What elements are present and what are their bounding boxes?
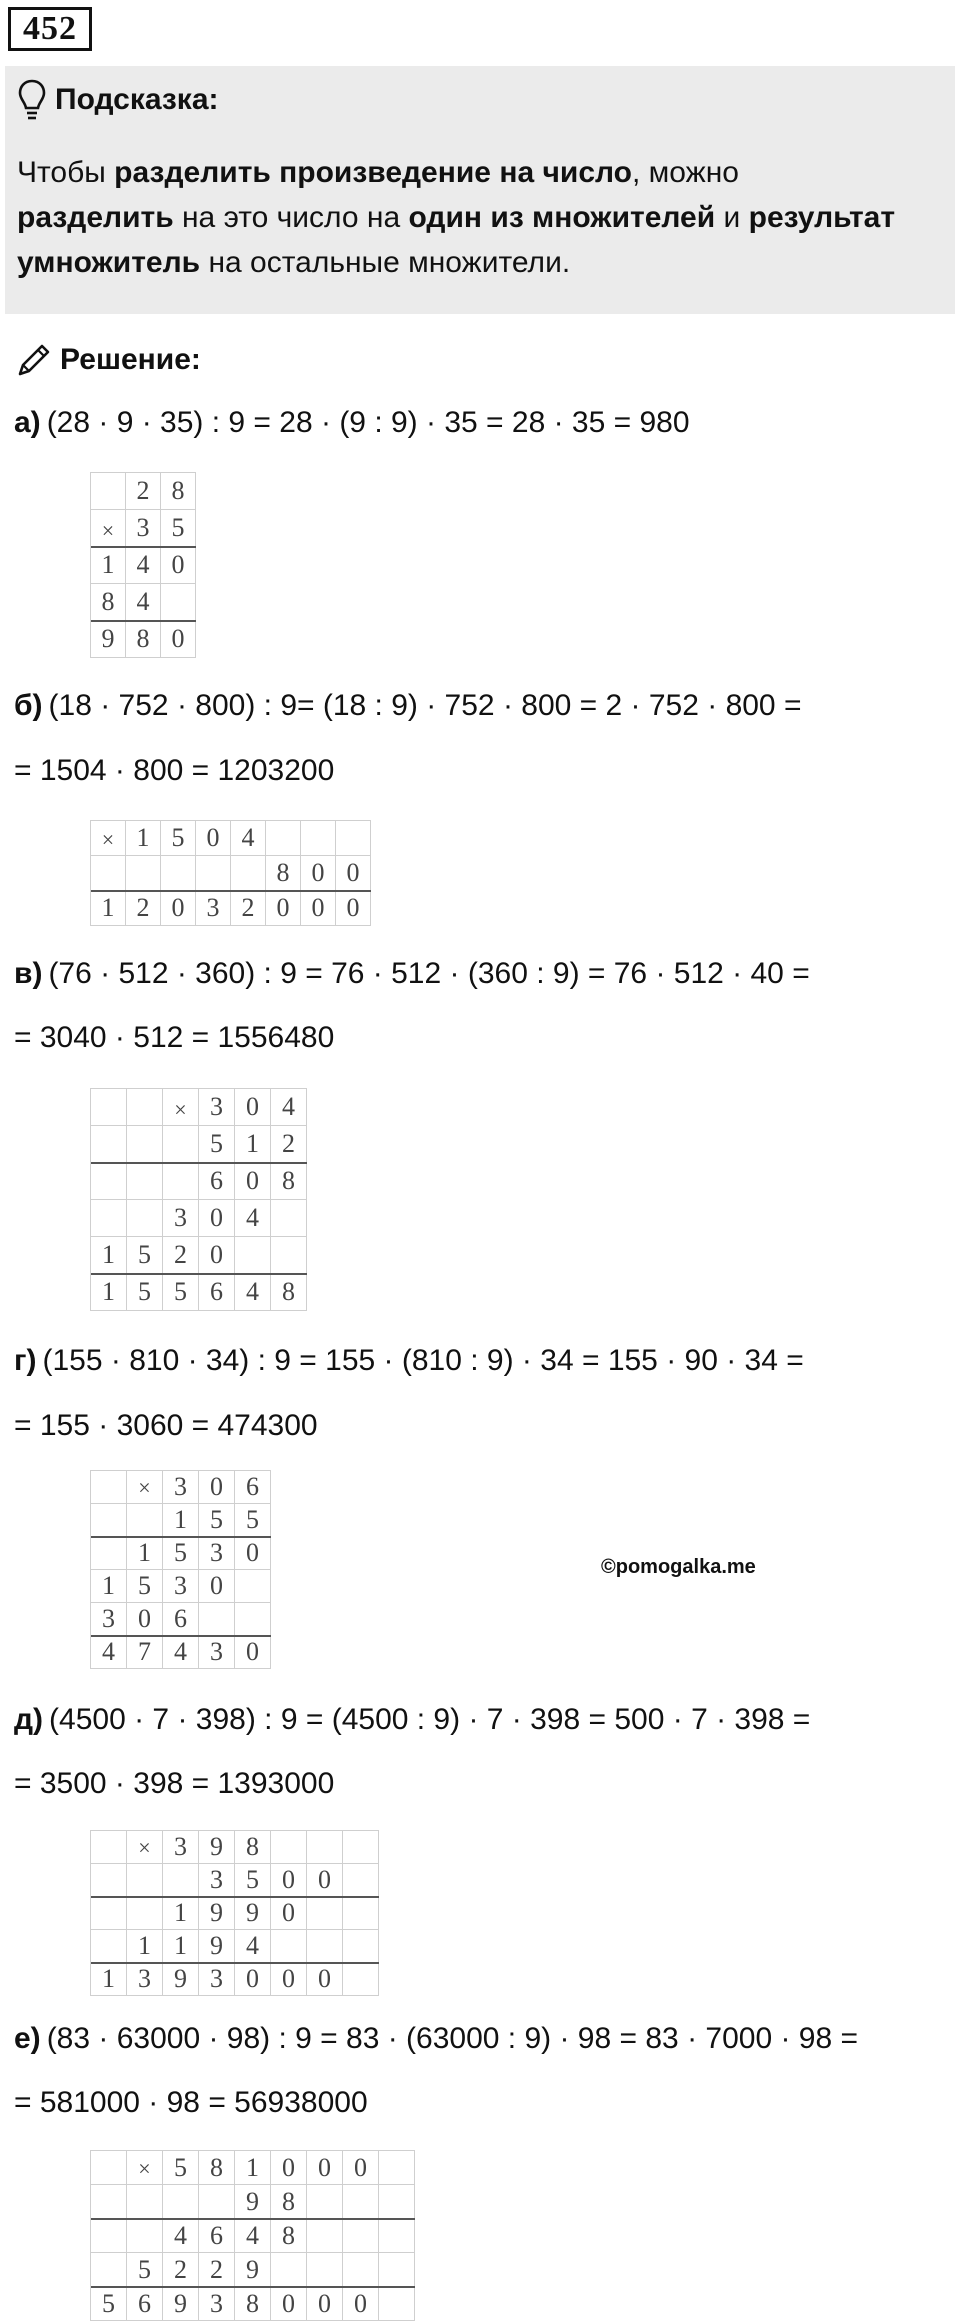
grid-cell: 5 — [163, 1274, 199, 1311]
grid-cell: 4 — [235, 1930, 271, 1963]
grid-cell: 4 — [91, 1636, 127, 1669]
grid-cell — [161, 856, 196, 891]
grid-cell: 2 — [199, 2253, 235, 2287]
hint-box — [5, 66, 955, 314]
grid-cell — [127, 1163, 163, 1200]
grid-cell: 1 — [163, 1504, 199, 1537]
grid-cell: 6 — [199, 1274, 235, 1311]
multiplication-grid-b — [90, 820, 371, 926]
part-v-line-2 — [14, 1018, 334, 1058]
multiplication-grid-d — [90, 1830, 379, 1996]
grid-cell — [91, 1504, 127, 1537]
grid-cell — [343, 1930, 379, 1963]
grid-cell: 0 — [161, 621, 196, 658]
grid-cell: 0 — [343, 2287, 379, 2321]
grid-cell: 8 — [235, 2287, 271, 2321]
grid-cell: 5 — [161, 510, 196, 547]
grid-cell: 5 — [163, 2151, 199, 2185]
multiplication-grid-v — [90, 1088, 307, 1311]
grid-cell — [271, 2253, 307, 2287]
grid-cell: 4 — [235, 1274, 271, 1311]
grid-cell — [379, 2253, 415, 2287]
grid-cell: 1 — [91, 547, 126, 584]
pencil-icon — [14, 340, 54, 380]
grid-cell — [91, 1471, 127, 1504]
multiply-sign: × — [127, 2151, 163, 2185]
grid-cell — [379, 2219, 415, 2253]
grid-cell — [231, 856, 266, 891]
grid-cell — [307, 2219, 343, 2253]
grid-cell: 9 — [163, 1963, 199, 1996]
grid-cell — [307, 2253, 343, 2287]
grid-cell — [163, 1163, 199, 1200]
grid-cell: 1 — [127, 1930, 163, 1963]
sum-rule-line — [91, 1635, 271, 1637]
equation-text: (4500 · 7 · 398) : 9 = (4500 : 9) · 7 · 398 = 500 · 7 · 398 = — [49, 1703, 811, 1736]
grid-cell: 9 — [235, 1897, 271, 1930]
equation-text: = 3040 · 512 = 1556480 — [14, 1021, 335, 1054]
grid-cell: 5 — [127, 1237, 163, 1274]
grid-cell: 8 — [271, 1163, 307, 1200]
grid-cell: 1 — [91, 891, 126, 926]
grid-cell: 3 — [199, 2287, 235, 2321]
grid-cell: 0 — [307, 2287, 343, 2321]
part-d-line-2 — [14, 1764, 334, 1804]
grid-cell: 0 — [271, 1864, 307, 1897]
multiplication-grid-g — [90, 1470, 271, 1669]
multiply-sign: × — [127, 1831, 163, 1864]
grid-cell: 1 — [235, 2151, 271, 2185]
grid-cell: 4 — [235, 1200, 271, 1237]
sum-rule-line — [91, 1273, 307, 1275]
grid-cell: 4 — [271, 1089, 307, 1126]
grid-cell — [91, 2151, 127, 2185]
part-g-line-1 — [14, 1341, 804, 1381]
grid-cell — [235, 1603, 271, 1636]
grid-cell — [343, 1963, 379, 1996]
grid-cell — [91, 2185, 127, 2219]
grid-cell: 3 — [163, 1471, 199, 1504]
grid-cell: 5 — [91, 2287, 127, 2321]
multiplication-grid-a — [90, 472, 196, 658]
equation-text: (83 · 63000 · 98) : 9 = 83 · (63000 : 9) · 98 = 83 · 7000 · 98 = — [46, 2022, 859, 2055]
grid-cell: 1 — [235, 1126, 271, 1163]
grid-cell: 6 — [199, 2219, 235, 2253]
hint-text-part: Чтобы — [17, 156, 115, 189]
grid-cell: 8 — [235, 1831, 271, 1864]
grid-cell: 8 — [161, 473, 196, 510]
grid-cell: 9 — [163, 2287, 199, 2321]
grid-cell — [127, 1897, 163, 1930]
grid-cell — [127, 1504, 163, 1537]
grid-cell: 5 — [127, 2253, 163, 2287]
grid-cell: 0 — [301, 856, 336, 891]
part-d-line-1 — [14, 1700, 810, 1740]
grid-cell — [91, 1200, 127, 1237]
grid-cell: 8 — [271, 2185, 307, 2219]
hint-text-part: и — [715, 201, 749, 234]
grid-cell: 2 — [163, 1237, 199, 1274]
grid-cell: 6 — [199, 1163, 235, 1200]
grid-cell: 0 — [161, 547, 196, 584]
task-number: 452 — [8, 7, 92, 51]
grid-cell — [307, 1831, 343, 1864]
multiply-sign: × — [91, 821, 126, 856]
grid-cell: 3 — [199, 1089, 235, 1126]
hint-bold-part: результат умножитель — [17, 201, 896, 279]
grid-cell — [196, 856, 231, 891]
grid-cell: 0 — [161, 891, 196, 926]
part-e-line-1 — [14, 2019, 858, 2059]
grid-cell — [307, 1897, 343, 1930]
solution-title: Решение: — [60, 343, 201, 376]
part-b-line-2 — [14, 751, 334, 791]
grid-cell: 0 — [235, 1163, 271, 1200]
grid-cell — [91, 2219, 127, 2253]
grid-cell — [127, 1864, 163, 1897]
hint-header — [17, 74, 943, 126]
part-e-line-2 — [14, 2083, 368, 2123]
grid-cell: 3 — [126, 510, 161, 547]
grid-cell: 3 — [127, 1963, 163, 1996]
grid-cell: 3 — [199, 1636, 235, 1669]
grid-cell — [127, 1200, 163, 1237]
hint-text-part: на остальные множители. — [200, 246, 571, 279]
grid-cell — [379, 2151, 415, 2185]
grid-cell: 1 — [91, 1570, 127, 1603]
grid-cell: 0 — [307, 1963, 343, 1996]
grid-cell — [127, 1089, 163, 1126]
grid-cell: 8 — [271, 1274, 307, 1311]
grid-cell — [199, 2185, 235, 2219]
grid-cell: 0 — [199, 1237, 235, 1274]
grid-cell: 8 — [271, 2219, 307, 2253]
lightbulb-icon — [17, 78, 47, 122]
grid-cell: 0 — [271, 1897, 307, 1930]
grid-cell — [235, 1237, 271, 1274]
grid-cell: 0 — [271, 2287, 307, 2321]
grid-cell — [91, 2253, 127, 2287]
grid-cell: 5 — [235, 1864, 271, 1897]
grid-cell: 2 — [163, 2253, 199, 2287]
equation-text: (18 · 752 · 800) : 9= (18 : 9) · 752 · 800 = 2 · 752 · 800 = — [48, 689, 802, 722]
grid-cell: 0 — [199, 1570, 235, 1603]
grid-cell: 1 — [126, 821, 161, 856]
grid-cell: 1 — [91, 1237, 127, 1274]
multiply-sign: × — [127, 1471, 163, 1504]
grid-cell: 3 — [91, 1603, 127, 1636]
hint-bold-part: один из множителей — [408, 201, 716, 234]
grid-cell — [343, 2185, 379, 2219]
equation-text: = 581000 · 98 = 56938000 — [14, 2086, 368, 2119]
grid-cell: 1 — [163, 1930, 199, 1963]
grid-cell: 0 — [199, 1471, 235, 1504]
grid-cell: 8 — [199, 2151, 235, 2185]
grid-cell: 4 — [163, 1636, 199, 1669]
grid-cell — [163, 1864, 199, 1897]
grid-cell — [307, 2185, 343, 2219]
grid-cell: 3 — [163, 1200, 199, 1237]
grid-cell: 0 — [235, 1963, 271, 1996]
grid-cell: 3 — [196, 891, 231, 926]
grid-cell: 4 — [126, 547, 161, 584]
grid-cell: 0 — [307, 2151, 343, 2185]
grid-cell — [271, 1831, 307, 1864]
grid-cell — [91, 1864, 127, 1897]
hint-bold-part: разделить произведение на число — [114, 156, 632, 189]
grid-cell — [91, 473, 126, 510]
grid-cell: 5 — [199, 1504, 235, 1537]
watermark: ©pomogalka.me — [601, 1556, 756, 1578]
multiply-sign: × — [91, 510, 126, 547]
grid-cell: 0 — [336, 856, 371, 891]
grid-cell — [199, 1603, 235, 1636]
grid-cell — [127, 1126, 163, 1163]
grid-cell: 0 — [235, 1537, 271, 1570]
grid-cell: 8 — [91, 584, 126, 621]
grid-cell: 6 — [163, 1603, 199, 1636]
grid-cell: 5 — [199, 1126, 235, 1163]
grid-cell — [343, 2253, 379, 2287]
grid-cell — [91, 856, 126, 891]
grid-cell — [343, 1897, 379, 1930]
sum-rule-line — [91, 1962, 379, 1964]
equation-text: (28 · 9 · 35) : 9 = 28 · (9 : 9) · 35 = 28 · 35 = 980 — [46, 406, 690, 439]
grid-cell: 0 — [301, 891, 336, 926]
hint-text-part: , можно — [632, 156, 739, 189]
grid-cell: 9 — [199, 1930, 235, 1963]
part-a-line-1 — [14, 403, 690, 443]
part-label: г) — [14, 1344, 37, 1377]
grid-cell — [91, 1897, 127, 1930]
grid-cell: 0 — [271, 1963, 307, 1996]
grid-cell — [91, 1537, 127, 1570]
equation-text: (76 · 512 · 360) : 9 = 76 · 512 · (360 : 9) = 76 · 512 · 40 = — [48, 957, 810, 990]
sum-rule-line — [91, 1536, 271, 1538]
grid-cell — [91, 1163, 127, 1200]
grid-cell: 9 — [91, 621, 126, 658]
grid-cell: 5 — [127, 1570, 163, 1603]
grid-cell — [266, 821, 301, 856]
grid-cell: 0 — [271, 2151, 307, 2185]
grid-cell — [343, 2219, 379, 2253]
equation-text: = 155 · 3060 = 474300 — [14, 1409, 318, 1442]
grid-cell: 8 — [126, 621, 161, 658]
grid-cell: 2 — [271, 1126, 307, 1163]
hint-bold-part: разделить — [17, 201, 174, 234]
grid-cell: 3 — [199, 1537, 235, 1570]
grid-cell: 0 — [127, 1603, 163, 1636]
hint-text — [17, 150, 943, 285]
grid-cell — [163, 1126, 199, 1163]
grid-cell — [271, 1930, 307, 1963]
grid-cell: 2 — [231, 891, 266, 926]
sum-rule-line — [91, 1896, 379, 1898]
part-b-line-1 — [14, 686, 801, 726]
grid-cell: 9 — [235, 2185, 271, 2219]
grid-cell: 4 — [235, 2219, 271, 2253]
grid-cell — [91, 1089, 127, 1126]
grid-cell: 7 — [127, 1636, 163, 1669]
grid-cell: 0 — [196, 821, 231, 856]
grid-cell: 0 — [336, 891, 371, 926]
grid-cell: 3 — [163, 1570, 199, 1603]
grid-cell: 0 — [235, 1089, 271, 1126]
grid-cell: 2 — [126, 891, 161, 926]
grid-cell: 3 — [199, 1963, 235, 1996]
grid-cell — [343, 1864, 379, 1897]
grid-cell — [163, 2185, 199, 2219]
grid-cell: 5 — [235, 1504, 271, 1537]
grid-cell — [336, 821, 371, 856]
sum-rule-line — [91, 620, 196, 622]
grid-cell: 0 — [235, 1636, 271, 1669]
sum-rule-line — [91, 2218, 415, 2220]
grid-cell — [235, 1570, 271, 1603]
part-label: в) — [14, 957, 43, 990]
part-label: б) — [14, 689, 43, 722]
grid-cell: 3 — [163, 1831, 199, 1864]
grid-cell — [127, 2219, 163, 2253]
grid-cell — [307, 1930, 343, 1963]
part-label: а) — [14, 406, 41, 439]
sum-rule-line — [91, 890, 371, 892]
part-v-line-1 — [14, 954, 810, 994]
grid-cell: 0 — [266, 891, 301, 926]
grid-cell: 6 — [127, 2287, 163, 2321]
multiply-sign: × — [163, 1089, 199, 1126]
grid-cell: 6 — [235, 1471, 271, 1504]
part-label: е) — [14, 2022, 41, 2055]
grid-cell — [271, 1237, 307, 1274]
grid-cell: 0 — [307, 1864, 343, 1897]
grid-cell — [91, 1831, 127, 1864]
grid-cell: 1 — [91, 1963, 127, 1996]
sum-rule-line — [91, 546, 196, 548]
equation-text: (155 · 810 · 34) : 9 = 155 · (810 : 9) · 34 = 155 · 90 · 34 = — [42, 1344, 804, 1377]
grid-cell: 1 — [91, 1274, 127, 1311]
grid-cell — [91, 1930, 127, 1963]
sum-rule-line — [91, 1162, 307, 1164]
sum-rule-line — [91, 2286, 415, 2288]
grid-cell: 1 — [127, 1537, 163, 1570]
grid-cell — [161, 584, 196, 621]
grid-cell: 8 — [266, 856, 301, 891]
equation-text: = 3500 · 398 = 1393000 — [14, 1767, 335, 1800]
grid-cell: 2 — [126, 473, 161, 510]
grid-cell: 9 — [199, 1831, 235, 1864]
grid-cell: 5 — [163, 1537, 199, 1570]
grid-cell: 3 — [199, 1864, 235, 1897]
hint-title: Подсказка: — [55, 83, 219, 116]
multiplication-grid-e — [90, 2150, 415, 2321]
grid-cell — [271, 1200, 307, 1237]
grid-cell: 5 — [161, 821, 196, 856]
grid-cell — [343, 1831, 379, 1864]
grid-cell — [379, 2287, 415, 2321]
grid-cell: 4 — [126, 584, 161, 621]
grid-cell: 4 — [231, 821, 266, 856]
grid-cell — [127, 2185, 163, 2219]
grid-cell: 1 — [163, 1897, 199, 1930]
grid-cell: 4 — [163, 2219, 199, 2253]
grid-cell — [379, 2185, 415, 2219]
grid-cell — [126, 856, 161, 891]
grid-cell: 5 — [127, 1274, 163, 1311]
grid-cell: 0 — [199, 1200, 235, 1237]
grid-cell: 0 — [343, 2151, 379, 2185]
equation-text: = 1504 · 800 = 1203200 — [14, 754, 335, 787]
grid-cell — [91, 1126, 127, 1163]
part-label: д) — [14, 1703, 44, 1736]
solution-header — [14, 336, 201, 384]
hint-text-part: на это число на — [173, 201, 409, 234]
part-g-line-2 — [14, 1406, 318, 1446]
grid-cell: 9 — [199, 1897, 235, 1930]
grid-cell: 9 — [235, 2253, 271, 2287]
grid-cell — [301, 821, 336, 856]
